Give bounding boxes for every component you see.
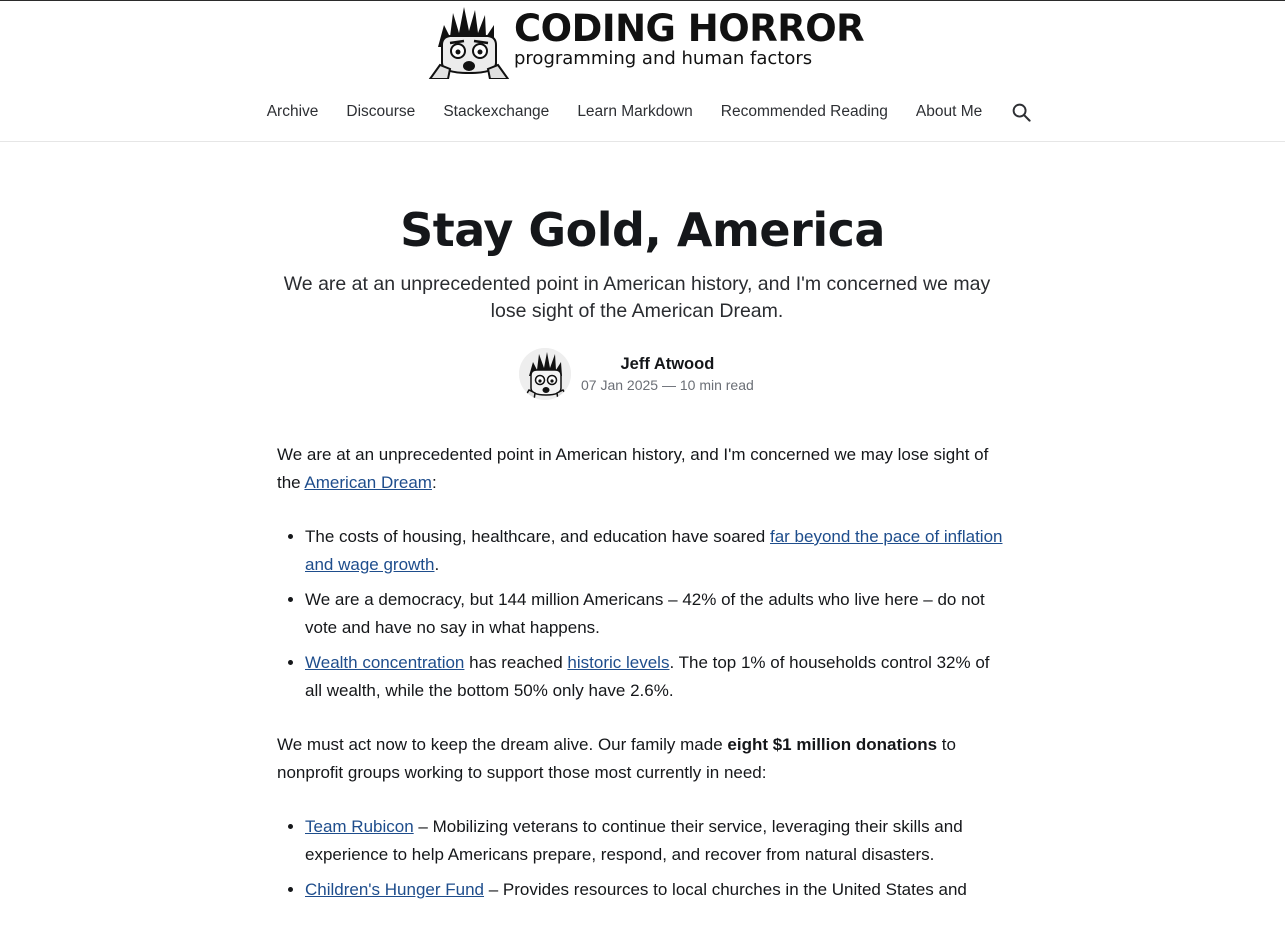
search-button[interactable]	[1010, 101, 1032, 123]
bold-donations: eight $1 million donations	[727, 735, 938, 754]
byline	[519, 348, 754, 400]
paragraph-donations	[277, 731, 1007, 786]
text-run: We must act now to keep the dream alive. Our family made	[277, 735, 728, 754]
list-item	[305, 649, 1007, 704]
text-run: has reached	[464, 653, 568, 672]
post-date: 07 Jan 2025	[581, 377, 659, 393]
link-american-dream[interactable]: American Dream	[304, 472, 432, 492]
link-team-rubicon[interactable]: Team Rubicon	[305, 817, 414, 836]
site-title: CODING HORROR	[514, 7, 865, 50]
list-nonprofits	[277, 813, 1007, 904]
site-header	[0, 0, 1285, 142]
text-run: We are a democracy, but 144 million Americans – 42% of the adults who live here – do not vote and have no say in what happens.	[305, 590, 985, 637]
nav-item-about-me[interactable]: About Me	[915, 103, 983, 120]
nav-item-archive[interactable]: Archive	[266, 103, 319, 120]
list-american-dream-issues	[277, 523, 1007, 704]
nav-item-learn-markdown[interactable]: Learn Markdown	[577, 103, 693, 120]
link-wealth-concentration[interactable]: Wealth concentration	[305, 653, 465, 672]
list-item	[305, 876, 1007, 904]
link-childrens-hunger-fund[interactable]: Children's Hunger Fund	[305, 880, 485, 899]
post-title: Stay Gold, America	[400, 203, 885, 257]
main-nav	[0, 99, 1285, 125]
list-item	[305, 813, 1007, 868]
byline-meta	[581, 353, 754, 395]
link-historic-levels[interactable]: historic levels	[567, 653, 670, 672]
read-time: 10 min read	[679, 377, 754, 393]
post-excerpt: We are at an unprecedented point in American history, and I'm concerned we may lose sight of the American Dream.	[283, 273, 991, 322]
site-tagline: programming and human factors	[514, 48, 813, 69]
nav-item-discourse[interactable]: Discourse	[346, 103, 416, 120]
nav-item-stackexchange[interactable]: Stackexchange	[443, 103, 550, 120]
text-run: to nonprofit groups working to support those most currently in need:	[277, 735, 956, 782]
search-icon	[1012, 103, 1031, 122]
brand-text	[514, 7, 864, 67]
link-inflation-wage-growth[interactable]: far beyond the pace of inflation and wage growth	[305, 527, 1003, 574]
text-run: – Mobilizing veterans to continue their service, leveraging their skills and experience to help Americans prepare, respond, and recover from natural disasters.	[305, 817, 963, 864]
text-run: – Provides resources to local churches in the United States and	[484, 880, 967, 899]
list-item	[305, 586, 1007, 641]
post-content	[277, 441, 1007, 931]
author-avatar[interactable]	[519, 348, 571, 400]
author-name-link[interactable]: Jeff Atwood	[620, 355, 715, 373]
text-run: . The top 1% of households control 32% of all wealth, while the bottom 50% only have 2.6%.	[305, 653, 990, 700]
text-run: We are at an unprecedented point in American history, and I'm concerned we may lose sight of the	[277, 445, 989, 492]
author-avatar-icon	[519, 348, 571, 400]
text-run: The costs of housing, healthcare, and education have soared	[305, 527, 770, 546]
meta-separator: —	[658, 377, 680, 393]
nav-item-recommended-reading[interactable]: Recommended Reading	[720, 103, 888, 120]
text-run: .	[434, 554, 440, 574]
paragraph-intro	[277, 441, 1007, 496]
screaming-face-logo-icon	[428, 7, 510, 79]
site-brand-link[interactable]	[428, 7, 865, 79]
text-run: :	[431, 472, 437, 492]
list-item	[305, 523, 1007, 578]
post-meta	[581, 375, 754, 395]
